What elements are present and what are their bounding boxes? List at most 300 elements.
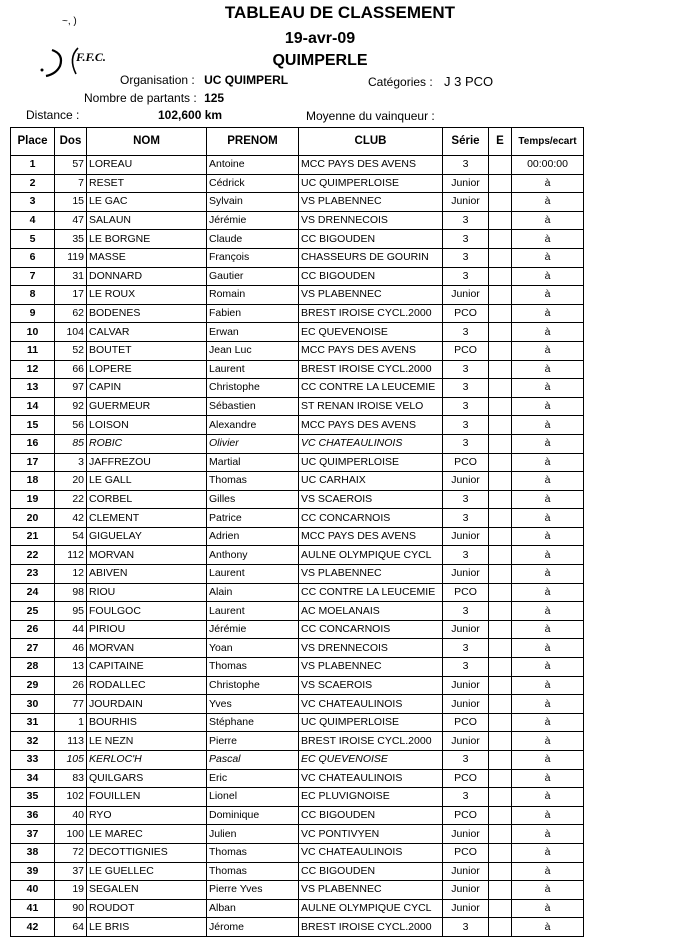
cell-place: 27 (11, 639, 55, 658)
cell-serie: 3 (443, 546, 489, 565)
cell-serie: Junior (443, 881, 489, 900)
moyenne-label: Moyenne du vainqueur : (306, 109, 435, 123)
cell-e (489, 676, 512, 695)
cell-place: 35 (11, 788, 55, 807)
table-row (11, 918, 584, 937)
cell-club: UC CARHAIX (299, 472, 443, 491)
cell-nom: LE ROUX (87, 286, 207, 305)
cell-prenom: Yoan (207, 639, 299, 658)
table-row (11, 843, 584, 862)
cell-place: 32 (11, 732, 55, 751)
table-row (11, 751, 584, 770)
cell-dos: 112 (55, 546, 87, 565)
cell-place: 9 (11, 304, 55, 323)
cell-serie: 3 (443, 639, 489, 658)
cell-e (489, 267, 512, 286)
cell-e (489, 527, 512, 546)
cell-e (489, 490, 512, 509)
cell-dos: 56 (55, 416, 87, 435)
cell-prenom: Alexandre (207, 416, 299, 435)
table-row (11, 397, 584, 416)
table-row (11, 434, 584, 453)
cell-prenom: Thomas (207, 658, 299, 677)
col-nom: NOM (87, 128, 207, 156)
cell-place: 24 (11, 583, 55, 602)
cell-dos: 17 (55, 286, 87, 305)
cell-temps: à (512, 360, 584, 379)
table-row (11, 639, 584, 658)
cell-dos: 54 (55, 527, 87, 546)
cell-place: 39 (11, 862, 55, 881)
cell-prenom: Stéphane (207, 713, 299, 732)
table-row (11, 379, 584, 398)
cell-temps: à (512, 527, 584, 546)
cell-club: BREST IROISE CYCL.2000 (299, 304, 443, 323)
cell-place: 2 (11, 174, 55, 193)
cell-club: UC QUIMPERLOISE (299, 713, 443, 732)
cell-prenom: Laurent (207, 565, 299, 584)
cell-dos: 26 (55, 676, 87, 695)
cell-prenom: Martial (207, 453, 299, 472)
cell-serie: Junior (443, 825, 489, 844)
table-row (11, 248, 584, 267)
cell-club: EC PLUVIGNOISE (299, 788, 443, 807)
cell-e (489, 620, 512, 639)
col-e: E (489, 128, 512, 156)
cell-nom: RODALLEC (87, 676, 207, 695)
cell-nom: JOURDAIN (87, 695, 207, 714)
cell-e (489, 583, 512, 602)
cell-e (489, 434, 512, 453)
cell-club: CC CONCARNOIS (299, 620, 443, 639)
cell-club: UC QUIMPERLOISE (299, 453, 443, 472)
table-row (11, 546, 584, 565)
cell-e (489, 193, 512, 212)
table-row (11, 490, 584, 509)
cell-prenom: Antoine (207, 156, 299, 175)
cell-nom: LOREAU (87, 156, 207, 175)
cell-nom: MORVAN (87, 639, 207, 658)
cell-club: VS PLABENNEC (299, 658, 443, 677)
cell-e (489, 602, 512, 621)
cell-nom: LE BORGNE (87, 230, 207, 249)
cell-serie: Junior (443, 732, 489, 751)
table-row (11, 323, 584, 342)
cell-serie: PCO (443, 769, 489, 788)
cell-place: 36 (11, 806, 55, 825)
cell-nom: RYO (87, 806, 207, 825)
cell-serie: 3 (443, 788, 489, 807)
cell-e (489, 751, 512, 770)
race-date: 19-avr-09 (284, 30, 356, 47)
cell-serie: Junior (443, 676, 489, 695)
cell-serie: 3 (443, 230, 489, 249)
cell-prenom: Sébastien (207, 397, 299, 416)
cell-temps: à (512, 639, 584, 658)
cell-nom: CAPIN (87, 379, 207, 398)
cell-dos: 1 (55, 713, 87, 732)
cell-serie: Junior (443, 620, 489, 639)
cell-serie: Junior (443, 695, 489, 714)
cell-e (489, 806, 512, 825)
cell-e (489, 323, 512, 342)
cell-prenom: Cédrick (207, 174, 299, 193)
cell-dos: 95 (55, 602, 87, 621)
cell-dos: 90 (55, 899, 87, 918)
cell-temps: à (512, 304, 584, 323)
cell-temps: à (512, 434, 584, 453)
cell-e (489, 304, 512, 323)
organisation-label: Organisation : (120, 73, 195, 87)
cell-dos: 13 (55, 658, 87, 677)
table-row (11, 416, 584, 435)
table-row (11, 862, 584, 881)
cell-place: 33 (11, 751, 55, 770)
table-row (11, 304, 584, 323)
table-row (11, 174, 584, 193)
cell-temps: à (512, 248, 584, 267)
col-temps: Temps/ecart (512, 128, 584, 156)
cell-serie: Junior (443, 862, 489, 881)
distance-label: Distance : (26, 108, 80, 122)
cell-temps: à (512, 676, 584, 695)
cell-nom: CORBEL (87, 490, 207, 509)
cell-club: BREST IROISE CYCL.2000 (299, 732, 443, 751)
cell-dos: 35 (55, 230, 87, 249)
cell-place: 34 (11, 769, 55, 788)
partants-value: 125 (204, 91, 225, 105)
table-row (11, 286, 584, 305)
cell-place: 30 (11, 695, 55, 714)
cell-e (489, 862, 512, 881)
cell-club: EC QUEVENOISE (299, 323, 443, 342)
cell-temps: à (512, 918, 584, 937)
cell-temps: à (512, 695, 584, 714)
cell-e (489, 156, 512, 175)
table-row (11, 211, 584, 230)
cell-club: UC QUIMPERLOISE (299, 174, 443, 193)
cell-prenom: Gilles (207, 490, 299, 509)
cell-serie: 3 (443, 323, 489, 342)
cell-e (489, 825, 512, 844)
cell-place: 31 (11, 713, 55, 732)
cell-serie: 3 (443, 918, 489, 937)
table-row (11, 806, 584, 825)
cell-place: 3 (11, 193, 55, 212)
cell-e (489, 788, 512, 807)
cell-club: CC CONCARNOIS (299, 509, 443, 528)
cell-serie: PCO (443, 453, 489, 472)
col-serie: Série (443, 128, 489, 156)
cell-place: 13 (11, 379, 55, 398)
cell-club: VS PLABENNEC (299, 565, 443, 584)
cell-serie: 3 (443, 509, 489, 528)
cell-serie: 3 (443, 211, 489, 230)
cell-nom: MORVAN (87, 546, 207, 565)
cell-club: CC BIGOUDEN (299, 230, 443, 249)
partants-label: Nombre de partants : (84, 91, 197, 105)
results-body (11, 156, 584, 937)
cell-prenom: Anthony (207, 546, 299, 565)
cell-club: CC BIGOUDEN (299, 862, 443, 881)
cell-prenom: Julien (207, 825, 299, 844)
cell-e (489, 472, 512, 491)
cell-temps: à (512, 546, 584, 565)
cell-prenom: Alain (207, 583, 299, 602)
cell-serie: 3 (443, 434, 489, 453)
cell-dos: 3 (55, 453, 87, 472)
cell-dos: 105 (55, 751, 87, 770)
table-row (11, 193, 584, 212)
cell-dos: 46 (55, 639, 87, 658)
cell-club: CC BIGOUDEN (299, 267, 443, 286)
cell-temps: à (512, 174, 584, 193)
handwritten-mark: ~, ) (62, 16, 77, 27)
cell-dos: 20 (55, 472, 87, 491)
cell-nom: FOULGOC (87, 602, 207, 621)
cell-club: CC BIGOUDEN (299, 806, 443, 825)
cell-e (489, 360, 512, 379)
cell-place: 38 (11, 843, 55, 862)
cell-prenom: Pierre Yves (207, 881, 299, 900)
cell-club: VC CHATEAULINOIS (299, 434, 443, 453)
cell-place: 5 (11, 230, 55, 249)
cell-prenom: Pierre (207, 732, 299, 751)
cell-prenom: Fabien (207, 304, 299, 323)
categories (368, 74, 493, 89)
cell-nom: LE GAC (87, 193, 207, 212)
cell-temps: à (512, 472, 584, 491)
cell-prenom: Eric (207, 769, 299, 788)
cell-place: 1 (11, 156, 55, 175)
cell-place: 37 (11, 825, 55, 844)
cell-dos: 62 (55, 304, 87, 323)
cell-nom: LOISON (87, 416, 207, 435)
cell-prenom: Pascal (207, 751, 299, 770)
cell-club: VC CHATEAULINOIS (299, 843, 443, 862)
cell-temps: à (512, 230, 584, 249)
cell-e (489, 453, 512, 472)
cell-serie: 3 (443, 416, 489, 435)
table-row (11, 565, 584, 584)
cell-e (489, 713, 512, 732)
cell-e (489, 509, 512, 528)
cell-nom: GUERMEUR (87, 397, 207, 416)
cell-place: 8 (11, 286, 55, 305)
cell-temps: à (512, 899, 584, 918)
cell-e (489, 546, 512, 565)
cell-club: VC CHATEAULINOIS (299, 695, 443, 714)
cell-club: VC PONTIVYEN (299, 825, 443, 844)
cell-serie: 3 (443, 490, 489, 509)
cell-place: 16 (11, 434, 55, 453)
cell-place: 22 (11, 546, 55, 565)
cell-e (489, 379, 512, 398)
table-row (11, 527, 584, 546)
cell-dos: 92 (55, 397, 87, 416)
cell-serie: 3 (443, 658, 489, 677)
cell-dos: 100 (55, 825, 87, 844)
cell-prenom: Alban (207, 899, 299, 918)
cell-serie: 3 (443, 602, 489, 621)
cell-serie: 3 (443, 248, 489, 267)
table-row (11, 602, 584, 621)
cell-serie: PCO (443, 713, 489, 732)
cell-place: 19 (11, 490, 55, 509)
cell-place: 14 (11, 397, 55, 416)
cell-nom: JAFFREZOU (87, 453, 207, 472)
cell-dos: 52 (55, 341, 87, 360)
cell-club: VC CHATEAULINOIS (299, 769, 443, 788)
partants (84, 91, 224, 105)
cell-club: ST RENAN IROISE VELO (299, 397, 443, 416)
cell-e (489, 341, 512, 360)
table-row (11, 658, 584, 677)
organisation (120, 73, 288, 87)
cell-place: 23 (11, 565, 55, 584)
cell-nom: ABIVEN (87, 565, 207, 584)
cell-serie: 3 (443, 156, 489, 175)
cell-dos: 98 (55, 583, 87, 602)
cell-club: BREST IROISE CYCL.2000 (299, 360, 443, 379)
cell-place: 17 (11, 453, 55, 472)
cell-dos: 104 (55, 323, 87, 342)
cell-club: BREST IROISE CYCL.2000 (299, 918, 443, 937)
cell-nom: SALAUN (87, 211, 207, 230)
cell-serie: PCO (443, 583, 489, 602)
cell-temps: à (512, 565, 584, 584)
table-row (11, 825, 584, 844)
cell-nom: RESET (87, 174, 207, 193)
cell-prenom: Romain (207, 286, 299, 305)
cell-place: 15 (11, 416, 55, 435)
cell-e (489, 230, 512, 249)
cell-club: MCC PAYS DES AVENS (299, 527, 443, 546)
cell-serie: PCO (443, 843, 489, 862)
cell-place: 28 (11, 658, 55, 677)
cell-serie: 3 (443, 360, 489, 379)
cell-place: 21 (11, 527, 55, 546)
cell-prenom: Jérémie (207, 620, 299, 639)
table-row (11, 583, 584, 602)
cell-place: 29 (11, 676, 55, 695)
cell-place: 42 (11, 918, 55, 937)
cell-temps: à (512, 658, 584, 677)
cell-nom: LE BRIS (87, 918, 207, 937)
cell-nom: LE GALL (87, 472, 207, 491)
cell-serie: Junior (443, 565, 489, 584)
cell-prenom: Patrice (207, 509, 299, 528)
cell-dos: 72 (55, 843, 87, 862)
cell-e (489, 286, 512, 305)
cell-nom: RIOU (87, 583, 207, 602)
cell-prenom: Thomas (207, 472, 299, 491)
categories-value: J 3 PCO (444, 74, 494, 89)
cell-temps: à (512, 769, 584, 788)
cell-temps: à (512, 788, 584, 807)
cell-dos: 83 (55, 769, 87, 788)
cell-temps: à (512, 713, 584, 732)
cell-prenom: Laurent (207, 360, 299, 379)
cell-nom: KERLOC'H (87, 751, 207, 770)
cell-nom: CALVAR (87, 323, 207, 342)
cell-temps: à (512, 583, 584, 602)
cell-temps: à (512, 341, 584, 360)
cell-temps: à (512, 323, 584, 342)
table-row (11, 453, 584, 472)
cell-e (489, 639, 512, 658)
cell-dos: 19 (55, 881, 87, 900)
cell-place: 40 (11, 881, 55, 900)
cell-temps: à (512, 602, 584, 621)
cell-dos: 85 (55, 434, 87, 453)
cell-dos: 57 (55, 156, 87, 175)
cell-temps: à (512, 843, 584, 862)
table-row (11, 899, 584, 918)
cell-serie: Junior (443, 472, 489, 491)
cell-e (489, 174, 512, 193)
cell-serie: Junior (443, 286, 489, 305)
distance-value: 102,600 km (158, 108, 223, 122)
race-place: QUIMPERLE (272, 52, 368, 69)
cell-e (489, 211, 512, 230)
table-row (11, 360, 584, 379)
cell-nom: ROUDOT (87, 899, 207, 918)
cell-club: VS SCAEROIS (299, 490, 443, 509)
cell-dos: 31 (55, 267, 87, 286)
cell-dos: 77 (55, 695, 87, 714)
cell-nom: PIRIOU (87, 620, 207, 639)
cell-nom: ROBIC (87, 434, 207, 453)
table-row (11, 713, 584, 732)
cell-dos: 15 (55, 193, 87, 212)
page-title: TABLEAU DE CLASSEMENT (224, 3, 456, 22)
table-row (11, 472, 584, 491)
cell-e (489, 732, 512, 751)
table-row (11, 509, 584, 528)
cell-place: 4 (11, 211, 55, 230)
cell-club: VS DRENNECOIS (299, 211, 443, 230)
cell-nom: LE GUELLEC (87, 862, 207, 881)
cell-place: 18 (11, 472, 55, 491)
cell-serie: Junior (443, 899, 489, 918)
cell-e (489, 899, 512, 918)
cell-prenom: Jérémie (207, 211, 299, 230)
results-table (10, 127, 584, 937)
table-row (11, 676, 584, 695)
cell-dos: 119 (55, 248, 87, 267)
cell-dos: 47 (55, 211, 87, 230)
cell-club: AULNE OLYMPIQUE CYCL (299, 899, 443, 918)
cell-nom: BOUTET (87, 341, 207, 360)
cell-e (489, 658, 512, 677)
cell-nom: CAPITAINE (87, 658, 207, 677)
cell-temps: à (512, 509, 584, 528)
table-row (11, 695, 584, 714)
cell-nom: BOURHIS (87, 713, 207, 732)
cell-serie: PCO (443, 304, 489, 323)
cell-dos: 7 (55, 174, 87, 193)
cell-temps: à (512, 267, 584, 286)
cell-temps: à (512, 862, 584, 881)
cell-prenom: Olivier (207, 434, 299, 453)
cell-serie: 3 (443, 751, 489, 770)
cell-temps: 00:00:00 (512, 156, 584, 175)
cell-temps: à (512, 881, 584, 900)
cell-dos: 64 (55, 918, 87, 937)
cell-e (489, 565, 512, 584)
categories-label: Catégories : (368, 75, 433, 89)
